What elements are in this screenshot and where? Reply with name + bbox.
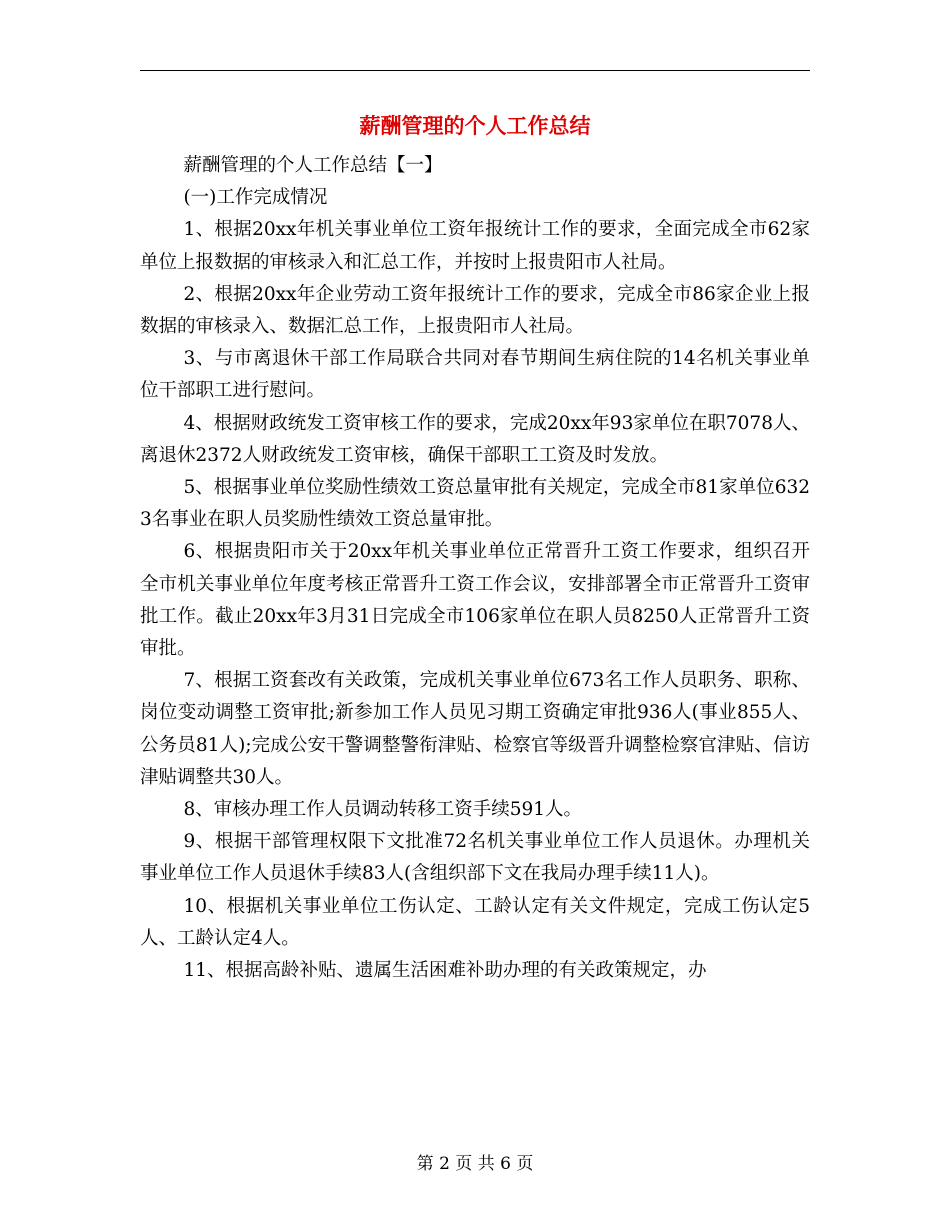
page-number-footer: 第 2 页 共 6 页: [416, 1154, 534, 1174]
body-paragraph: 5、根据事业单位奖励性绩效工资总量审批有关规定，完成全市81家单位6323名事业在职人员奖励性绩效工资总量审批。: [140, 477, 810, 531]
body-paragraph: 9、根据干部管理权限下文批准72名机关事业单位工作人员退休。办理机关事业单位工作人员退休手续83人(含组织部下文在我局办理手续11人)。: [140, 831, 810, 885]
section-heading: 薪酬管理的个人工作总结【一】: [183, 155, 443, 176]
body-paragraph: 3、与市离退休干部工作局联合共同对春节期间生病住院的14名机关事业单位干部职工进行慰问。: [140, 348, 810, 402]
body-paragraph: 10、根据机关事业单位工伤认定、工龄认定有关文件规定，完成工伤认定5人、工龄认定4人。: [140, 895, 810, 949]
body-paragraph: 7、根据工资套改有关政策，完成机关事业单位673名工作人员职务、职称、岗位变动调整工资审批;新参加工作人员见习期工资确定审批936人(事业855人、公务员81人);完成公安干警调整警衔津贴、检察官等级晋升调整检察官津贴、信访津贴调整共30人。: [140, 670, 810, 788]
header-rule: [140, 70, 810, 71]
document-title: 薪酬管理的个人工作总结: [359, 113, 591, 138]
body-paragraph: 6、根据贵阳市关于20xx年机关事业单位正常晋升工资工作要求，组织召开全市机关事业单位年度考核正常晋升工资工作会议，安排部署全市正常晋升工资审批工作。截止20xx年3月31日完成全市106家单位在职人员8250人正常晋升工资审批。: [140, 541, 810, 660]
body-paragraph: 11、根据高龄补贴、遗属生活困难补助办理的有关政策规定，办: [183, 960, 707, 982]
body-paragraph: 4、根据财政统发工资审核工作的要求，完成20xx年93家单位在职7078人、离退休2372人财政统发工资审核，确保干部职工工资及时发放。: [140, 412, 810, 466]
document-body: [140, 150, 810, 987]
subsection-heading: (一)工作完成情况: [183, 187, 328, 209]
body-paragraph: 8、审核办理工作人员调动转移工资手续591人。: [183, 799, 583, 821]
body-paragraph: 1、根据20xx年机关事业单位工资年报统计工作的要求，全面完成全市62家单位上报数据的审核录入和汇总工作，并按时上报贵阳市人社局。: [140, 219, 810, 273]
body-paragraph: 2、根据20xx年企业劳动工资年报统计工作的要求，完成全市86家企业上报数据的审核录入、数据汇总工作，上报贵阳市人社局。: [140, 283, 810, 338]
